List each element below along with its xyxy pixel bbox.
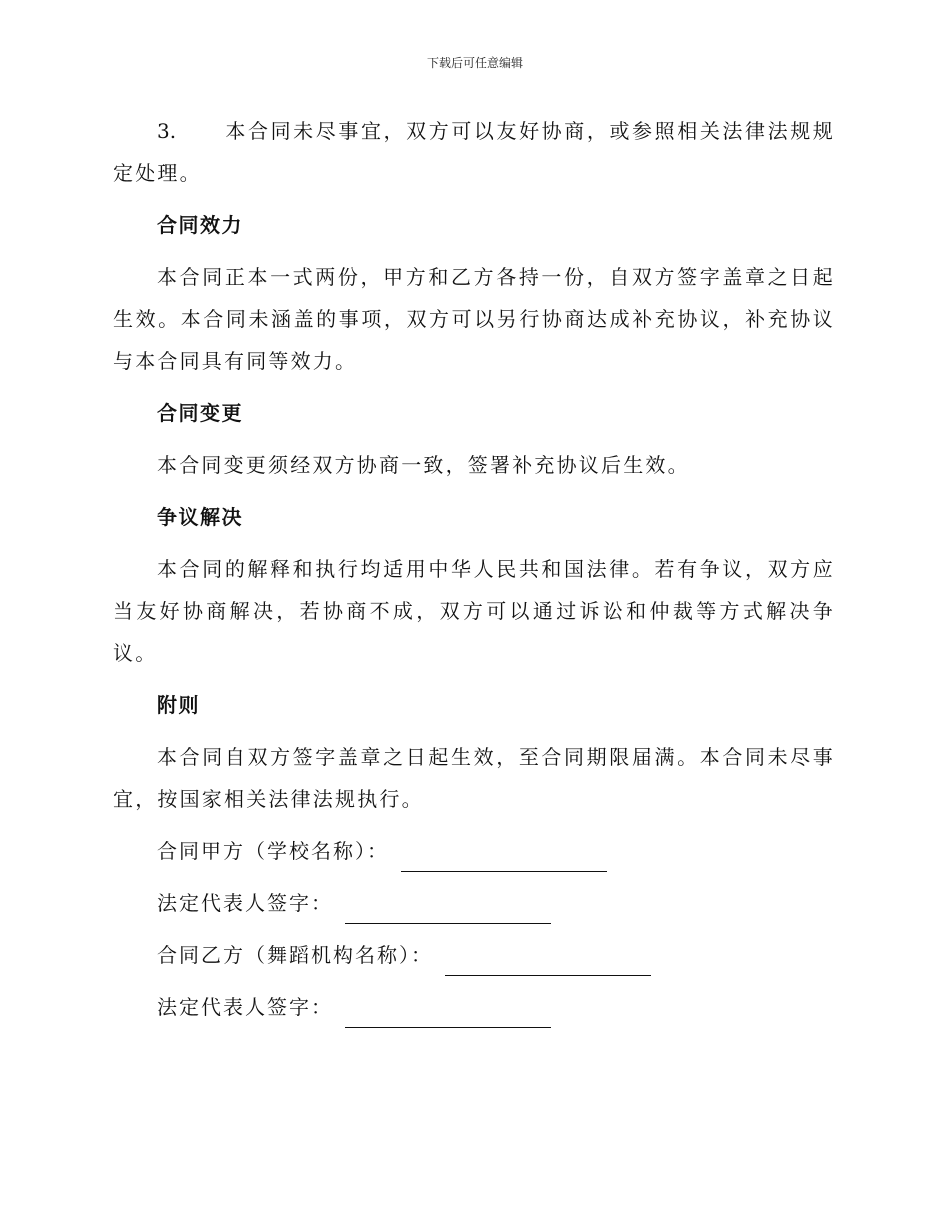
section-text-supplementary: 本合同自双方签字盖章之日起生效，至合同期限届满。本合同未尽事宜，按国家相关法律法规执行。	[113, 745, 835, 811]
document-content	[113, 110, 835, 1038]
signature-party-a	[157, 830, 835, 872]
signature-line-party-a-rep[interactable]	[345, 893, 551, 924]
section-text-validity: 本合同正本一式两份，甲方和乙方各持一份，自双方签字盖章之日起生效。本合同未涵盖的事项，双方可以另行协商达成补充协议，补充协议与本合同具有同等效力。	[113, 265, 835, 373]
section-title-supplementary: 附则	[157, 693, 200, 717]
clause-number: 3.	[157, 119, 177, 143]
section-title-dispute: 争议解决	[157, 505, 243, 529]
signature-party-b	[157, 934, 835, 976]
section-title-validity: 合同效力	[157, 213, 243, 237]
signature-label-party-a: 合同甲方（学校名称）：	[157, 839, 389, 863]
clause-3-text: 本合同未尽事宜，双方可以友好协商，或参照相关法律法规规定处理。	[113, 119, 835, 185]
signature-party-b-rep	[157, 986, 835, 1028]
signature-line-party-b[interactable]	[445, 945, 651, 976]
clause-3	[113, 110, 835, 194]
page-header: 下载后可任意编辑	[426, 56, 523, 70]
signature-label-party-b-rep: 法定代表人签字：	[157, 995, 333, 1019]
signature-party-a-rep	[157, 882, 835, 924]
signature-label-party-b: 合同乙方（舞蹈机构名称）：	[157, 943, 433, 967]
signature-line-party-b-rep[interactable]	[345, 997, 551, 1028]
section-title-change: 合同变更	[157, 401, 243, 425]
section-text-dispute: 本合同的解释和执行均适用中华人民共和国法律。若有争议，双方应当友好协商解决，若协商不成，双方可以通过诉讼和仲裁等方式解决争议。	[113, 557, 835, 665]
signature-label-party-a-rep: 法定代表人签字：	[157, 891, 333, 915]
section-text-change: 本合同变更须经双方协商一致，签署补充协议后生效。	[157, 453, 690, 477]
signature-line-party-a[interactable]	[401, 841, 607, 872]
